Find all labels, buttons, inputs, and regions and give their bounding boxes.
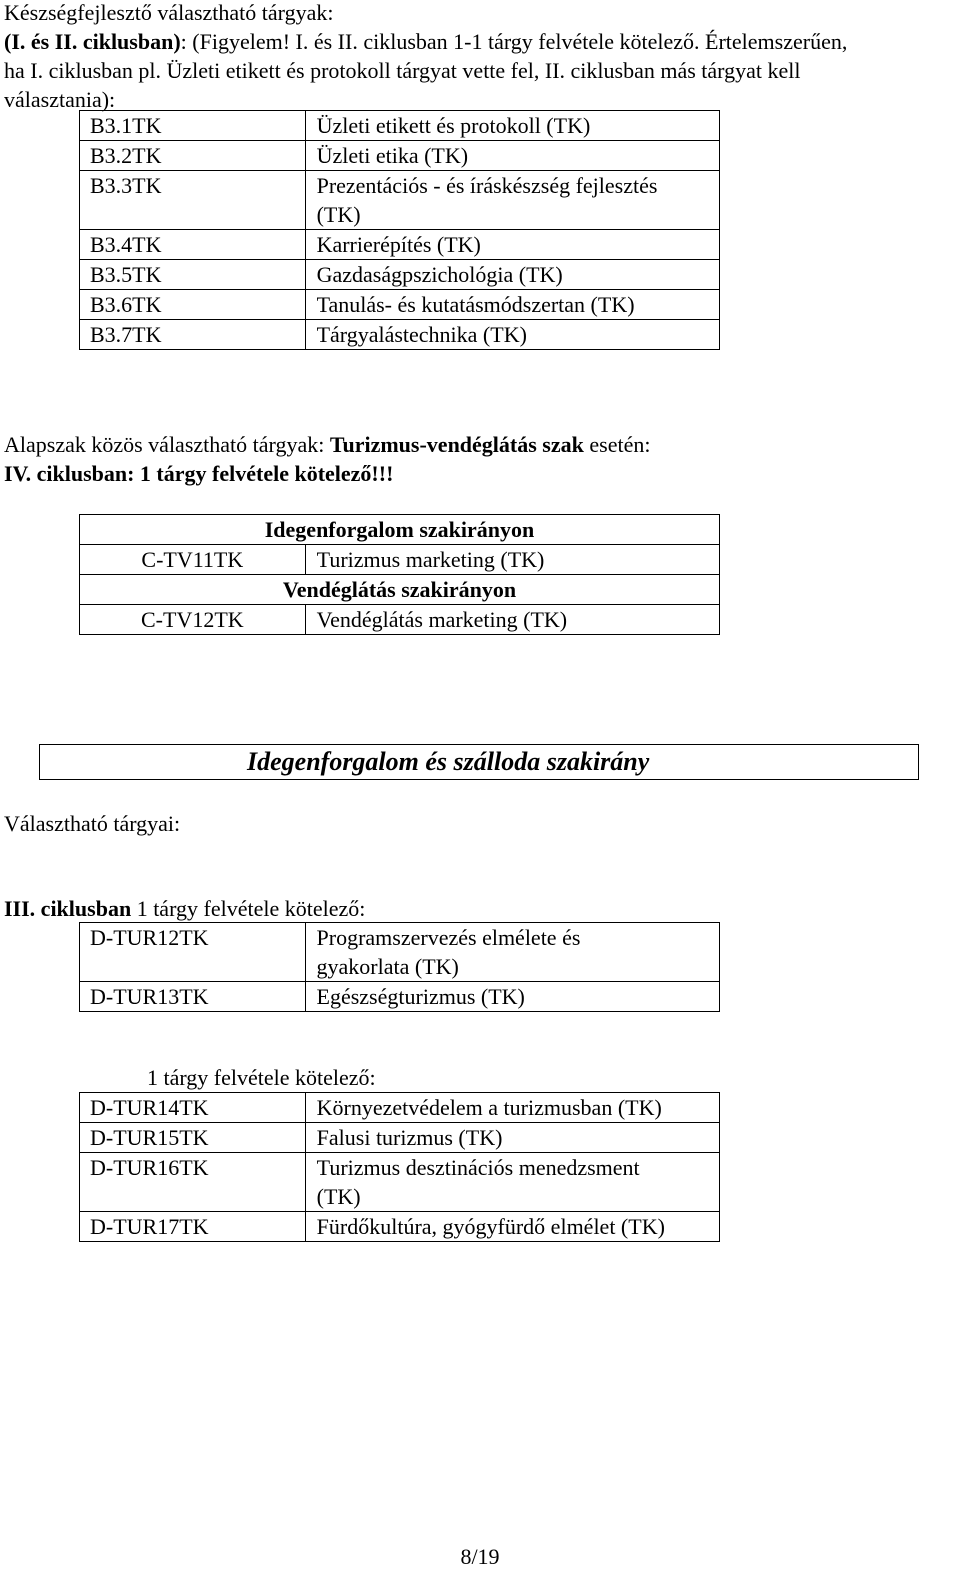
common-electives-tail: esetén: [583,432,651,457]
common-electives-lead: Alapszak közös választható tárgyak: [4,432,330,457]
intro-line-3: ha I. ciklusban pl. Üzleti etikett és protokoll tárgyat vette fel, II. ciklusban más tárgyat kell [4,58,801,83]
course-name: Tárgyalástechnika (TK) [305,320,719,350]
skills-elective-table [79,110,720,350]
course-code: D-TUR13TK [80,982,306,1012]
table-row [80,260,720,290]
course-code: B3.1TK [80,111,306,141]
cycle-iii-rest: 1 tárgy felvétele kötelező: [131,896,366,921]
table-row [80,923,720,982]
course-code: C-TV12TK [80,605,306,635]
table-row [80,1093,720,1123]
course-name: Egészségturizmus (TK) [305,982,719,1012]
electives-table [79,1092,720,1242]
course-code: D-TUR15TK [80,1123,306,1153]
course-name: Tanulás- és kutatásmódszertan (TK) [305,290,719,320]
course-code: B3.7TK [80,320,306,350]
table-row [80,141,720,171]
table-row [80,171,720,230]
intro-cycle-bold: (I. és II. ciklusban) [4,29,181,54]
course-name: Prezentációs - és íráskészség fejlesztés (TK) [305,171,719,230]
cycle-iii-table [79,922,720,1012]
cycle-iii-requirement [4,894,365,923]
page-number: 8/19 [460,1544,500,1569]
cycle-iv-requirement: IV. ciklusban: 1 tárgy felvétele kötelező!!! [4,461,394,486]
course-name: Turizmus desztinációs menedzsment (TK) [305,1153,719,1212]
table-row [80,1153,720,1212]
one-course-requirement: 1 tárgy felvétele kötelező: [147,1065,376,1090]
course-name: Gazdaságpszichológia (TK) [305,260,719,290]
course-code: C-TV11TK [80,545,306,575]
table-row [80,1212,720,1242]
cycle-iii-bold: III. ciklusban [4,896,132,921]
course-name: Vendéglátás marketing (TK) [305,605,719,635]
course-code: D-TUR14TK [80,1093,306,1123]
course-code: D-TUR12TK [80,923,306,982]
table-row [80,1123,720,1153]
intro-line-4: választania): [4,87,116,112]
course-name: Falusi turizmus (TK) [305,1123,719,1153]
common-electives-heading [4,430,650,459]
intro-line-2-rest: : (Figyelem! I. és II. ciklusban 1-1 tárgy felvétele kötelező. Értelemszerűen, [180,29,848,54]
course-name: Üzleti etika (TK) [305,141,719,171]
electives-label: Választható tárgyai: [4,811,181,836]
course-code: D-TUR17TK [80,1212,306,1242]
intro-heading: Készségfejlesztő választható tárgyak: [4,0,334,25]
table-row [80,605,720,635]
course-name: Programszervezés elmélete és gyakorlata (TK) [305,923,719,982]
specialization-title: Idegenforgalom és szálloda szakirány [247,747,650,776]
course-name: Fürdőkultúra, gyógyfürdő elmélet (TK) [305,1212,719,1242]
table-row [80,982,720,1012]
table-row [80,230,720,260]
course-name: Környezetvédelem a turizmusban (TK) [305,1093,719,1123]
intro-line-2 [4,27,956,56]
course-code: B3.2TK [80,141,306,171]
course-name: Üzleti etikett és protokoll (TK) [305,111,719,141]
specialization-marketing-table [79,514,720,635]
major-name: Turizmus-vendéglátás szak [329,432,584,457]
table-row [80,111,720,141]
intro-paragraph [4,0,956,114]
course-code: D-TUR16TK [80,1153,306,1212]
course-name: Karrierépítés (TK) [305,230,719,260]
table-row [80,545,720,575]
specialization-header-tourism: Idegenforgalom szakirányon [80,515,720,545]
specialization-header-hospitality: Vendéglátás szakirányon [80,575,720,605]
course-name: Turizmus marketing (TK) [305,545,719,575]
specialization-title-box [39,744,919,780]
table-row [80,515,720,545]
table-row [80,320,720,350]
course-code: B3.5TK [80,260,306,290]
course-code: B3.6TK [80,290,306,320]
table-row [80,575,720,605]
course-code: B3.4TK [80,230,306,260]
course-code: B3.3TK [80,171,306,230]
table-row [80,290,720,320]
